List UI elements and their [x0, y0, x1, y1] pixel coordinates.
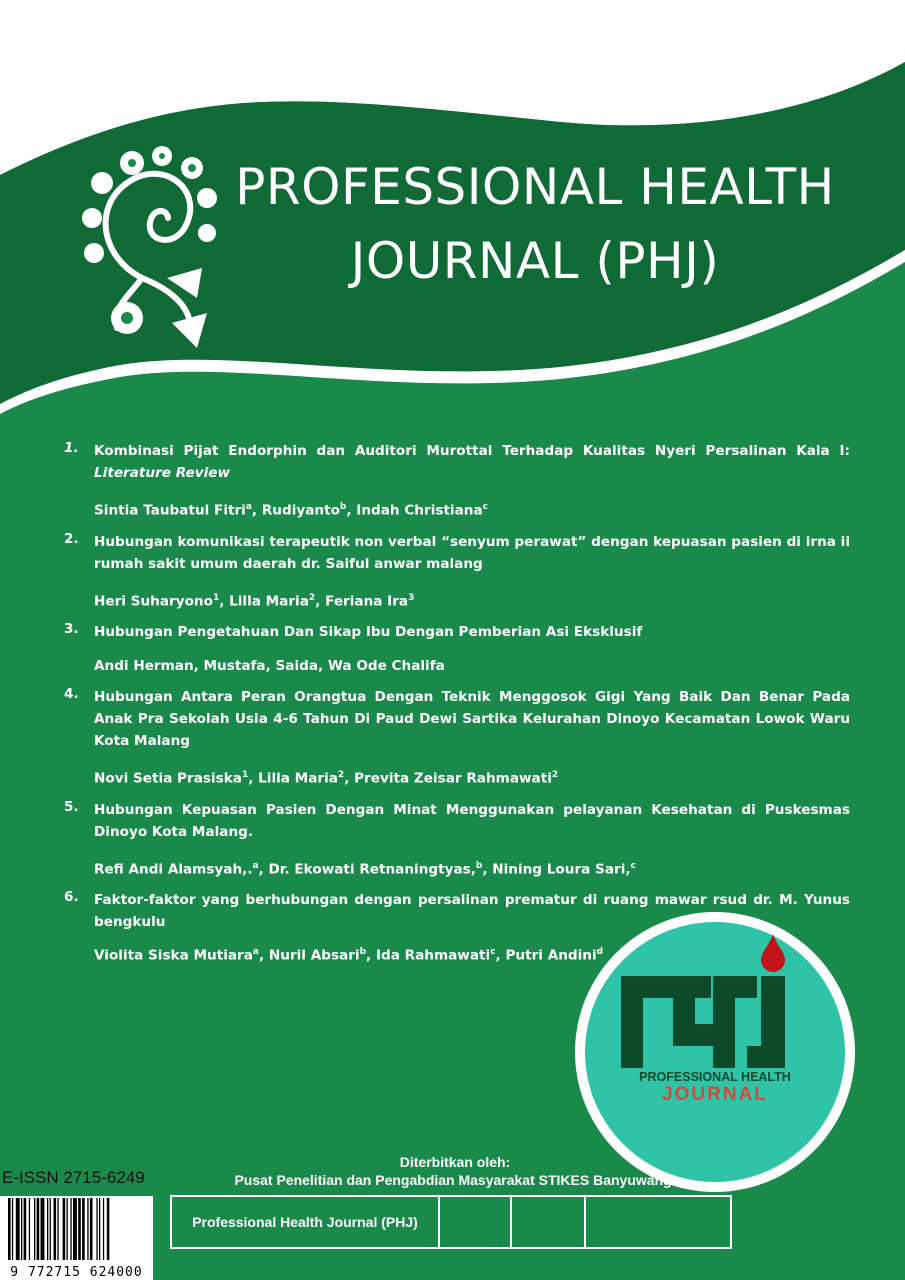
article-title: Hubungan komunikasi terapeutik non verbal “senyum perawat” dengan kepuasan pasien di irna ii rumah sakit umum daerah dr. Saiful anwar malang	[94, 533, 850, 572]
article-title: Faktor-faktor yang berhubungan dengan persalinan prematur di ruang mawar rsud dr. M. Yunus bengkulu	[94, 892, 850, 931]
article-authors: Refi Andi Alamsyah,.$^a$, Dr. Ekowati Retnaningtyas,$^b$, Nining Loura Sari,$^c$	[94, 860, 636, 878]
article-item	[64, 440, 850, 522]
phj-logo	[577, 914, 853, 1190]
barcode	[0, 1196, 153, 1280]
table-cell-journal: Professional Health Journal (PHJ)	[172, 1197, 440, 1247]
barcode-number: 9 772715 624000	[0, 1265, 153, 1280]
table-cell-empty	[440, 1197, 512, 1247]
article-number: 1.	[64, 440, 79, 456]
article-number: 3.	[64, 621, 79, 638]
article-number: 5.	[64, 798, 79, 815]
publisher-name: Pusat Penelitian dan Pengabdian Masyarakat STIKES Banyuwangi	[234, 1172, 676, 1188]
volume-info: Vol 2 No 2, Juni 2021	[654, 26, 853, 46]
article-authors: Novi Setia Prasiska$^1$, Lilla Maria$^2$, Previta Zeisar Rahmawati$^2$	[94, 770, 559, 787]
article-title: Hubungan Antara Peran Orangtua Dengan Teknik Menggosok Gigi Yang Baik Dan Benar Pada Anak Pra Sekolah Usia 4-6 Tahun Di Paud Dewi Sartika Kelurahan Dinoyo Kecamatan Lowok Waru Kota Malang	[94, 689, 850, 750]
article-authors: Sintia Taubatul Fitri$^a$, Rudiyanto$^b$, Indah Christiana$^c$	[94, 502, 488, 519]
publisher-label: Diterbitkan oleh:	[399, 1154, 511, 1170]
article-authors: Andi Herman, Mustafa, Saida, Wa Ode Chalifa	[94, 658, 445, 675]
article-authors: Heri Suharyono$^1$, Lilla Maria$^2$, Feriana Ira$^3$	[94, 592, 415, 610]
journal-title-line1: PROFESSIONAL HEALTH	[235, 158, 835, 216]
article-title: Hubungan Pengetahuan Dan Sikap Ibu Dengan Pemberian Asi Eksklusif	[94, 624, 643, 641]
issn: E-ISSN 2715-6249	[2, 1168, 145, 1187]
article-number: 4.	[64, 686, 79, 703]
article-item	[64, 531, 850, 613]
article-number: 6.	[64, 889, 79, 906]
article-authors: Violita Siska Mutiara$^a$, Nuril Absari$^b$, Ida Rahmawati$^c$, Putri Andini$^d$	[94, 947, 604, 964]
article-title: Hubungan Kepuasan Pasien Dengan Minat Menggunakan pelayanan Kesehatan di Puskesmas Dinoyo Kota Malang.	[94, 801, 850, 840]
journal-info-table	[170, 1195, 732, 1249]
article-item	[64, 621, 850, 677]
article-title: Kombinasi Pijat Endorphin dan Auditori Murottal Terhadap Kualitas Nyeri Persalinan Kala I: Literature Review	[94, 443, 850, 481]
logo-text-line1: PROFESSIONAL HEALTH	[639, 1070, 791, 1084]
article-item	[64, 686, 850, 790]
journal-title	[200, 150, 870, 298]
journal-title-line2: JOURNAL (PHJ)	[350, 232, 720, 290]
article-item	[64, 799, 850, 881]
logo-text-line2: JOURNAL	[662, 1084, 768, 1105]
barcode-bars-icon	[0, 1196, 153, 1262]
table-cell-empty	[512, 1197, 586, 1247]
publisher-block	[160, 1153, 750, 1189]
article-number: 2.	[64, 530, 79, 547]
table-cell-empty	[586, 1197, 730, 1247]
article-list	[64, 440, 850, 976]
